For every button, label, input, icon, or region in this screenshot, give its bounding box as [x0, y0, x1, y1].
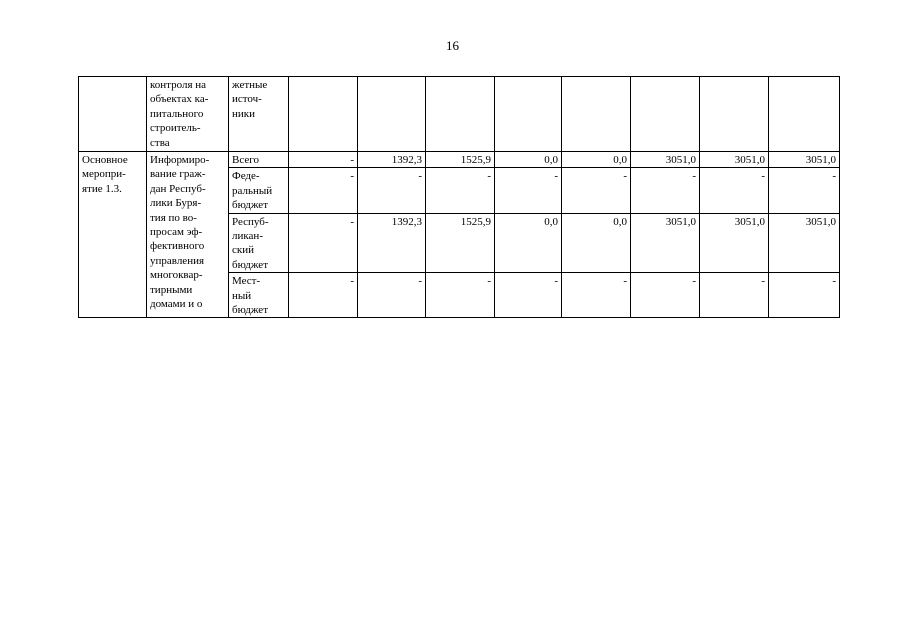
value-cell: -	[631, 168, 700, 213]
cell-text-line: многоквар-	[150, 269, 203, 282]
measure-name-cell	[79, 152, 147, 318]
funding-source-cell	[229, 152, 289, 168]
cell-text-line: объектах ка-	[150, 93, 209, 106]
page-number: 16	[446, 38, 459, 53]
cell-text-line: домами и о	[150, 298, 203, 311]
measure-name-cell	[79, 77, 147, 152]
funding-source-cell	[229, 273, 289, 318]
cell-text-line: управления	[150, 254, 205, 267]
funding-source-cell	[229, 168, 289, 213]
table-row-continuation	[79, 77, 840, 152]
table-row	[79, 152, 840, 168]
value-cell: -	[289, 273, 358, 318]
value-cell: -	[631, 273, 700, 318]
budget-table	[78, 76, 840, 318]
value-cell: 3051,0	[700, 213, 769, 273]
value-cell: -	[426, 273, 495, 318]
cell-text-line: источ-	[232, 93, 262, 106]
value-cell: 3051,0	[631, 152, 700, 168]
value-cell: 1525,9	[426, 213, 495, 273]
value-cell: -	[358, 168, 426, 213]
cell-text-line: дан Респуб-	[150, 182, 206, 195]
value-cell: -	[700, 273, 769, 318]
cell-text-line: Феде-	[232, 170, 260, 183]
value-cell: -	[769, 168, 840, 213]
value-cell: 1392,3	[358, 213, 426, 273]
cell-text-line: Всего	[232, 154, 259, 166]
value-cell: 0,0	[562, 213, 631, 273]
value-cell: 3051,0	[769, 152, 840, 168]
value-cell: -	[426, 168, 495, 213]
value-cell: -	[289, 213, 358, 273]
cell-text-line: Информиро-	[150, 154, 210, 166]
cell-text-line: бюджет	[232, 258, 268, 271]
cell-text-line: ники	[232, 107, 256, 120]
value-cell: 3051,0	[700, 152, 769, 168]
value-cell: 0,0	[495, 152, 562, 168]
value-cell: -	[700, 168, 769, 213]
value-cell: -	[289, 168, 358, 213]
value-cell: -	[769, 273, 840, 318]
value-cell: -	[289, 152, 358, 168]
value-cell: 1392,3	[358, 152, 426, 168]
funding-source-cell	[229, 77, 289, 152]
funding-source-cell	[229, 213, 289, 273]
cell-text-line: тирными	[150, 283, 193, 296]
cell-text-line: ства	[150, 136, 170, 149]
value-cell: -	[562, 273, 631, 318]
value-cell: -	[495, 168, 562, 213]
activity-cell	[147, 152, 229, 318]
value-cell: -	[562, 168, 631, 213]
value-cell: 0,0	[562, 152, 631, 168]
cell-text-line: ликан-	[232, 230, 263, 243]
cell-text-line: тия по во-	[150, 211, 197, 224]
cell-text-line: ральный	[232, 184, 273, 197]
value-cell: 3051,0	[631, 213, 700, 273]
cell-text-line: ятие 1.3.	[82, 182, 122, 195]
value-cell: 1525,9	[426, 152, 495, 168]
cell-text-line: вание граж-	[150, 168, 206, 181]
cell-text-line: фективного	[150, 240, 205, 253]
cell-text-line: лики Буря-	[150, 197, 202, 210]
cell-text-line: бюджет	[232, 304, 268, 317]
value-cell: -	[358, 273, 426, 318]
cell-text-line: контроля на	[150, 79, 207, 91]
value-cell: 3051,0	[769, 213, 840, 273]
cell-text-line: ный	[232, 289, 252, 302]
cell-text-line: питального	[150, 107, 204, 120]
value-cell: -	[495, 273, 562, 318]
cell-text-line: строитель-	[150, 122, 201, 135]
activity-cell	[147, 77, 229, 152]
cell-text-line: Основное	[82, 154, 128, 166]
cell-text-line: ский	[232, 244, 254, 257]
cell-text-line: Респуб-	[232, 215, 269, 228]
value-cell: 0,0	[495, 213, 562, 273]
cell-text-line: Мест-	[232, 275, 261, 288]
cell-text-line: меропри-	[82, 168, 126, 181]
cell-text-line: просам эф-	[150, 226, 203, 239]
cell-text-line: бюджет	[232, 199, 268, 212]
cell-text-line: жетные	[232, 79, 268, 91]
